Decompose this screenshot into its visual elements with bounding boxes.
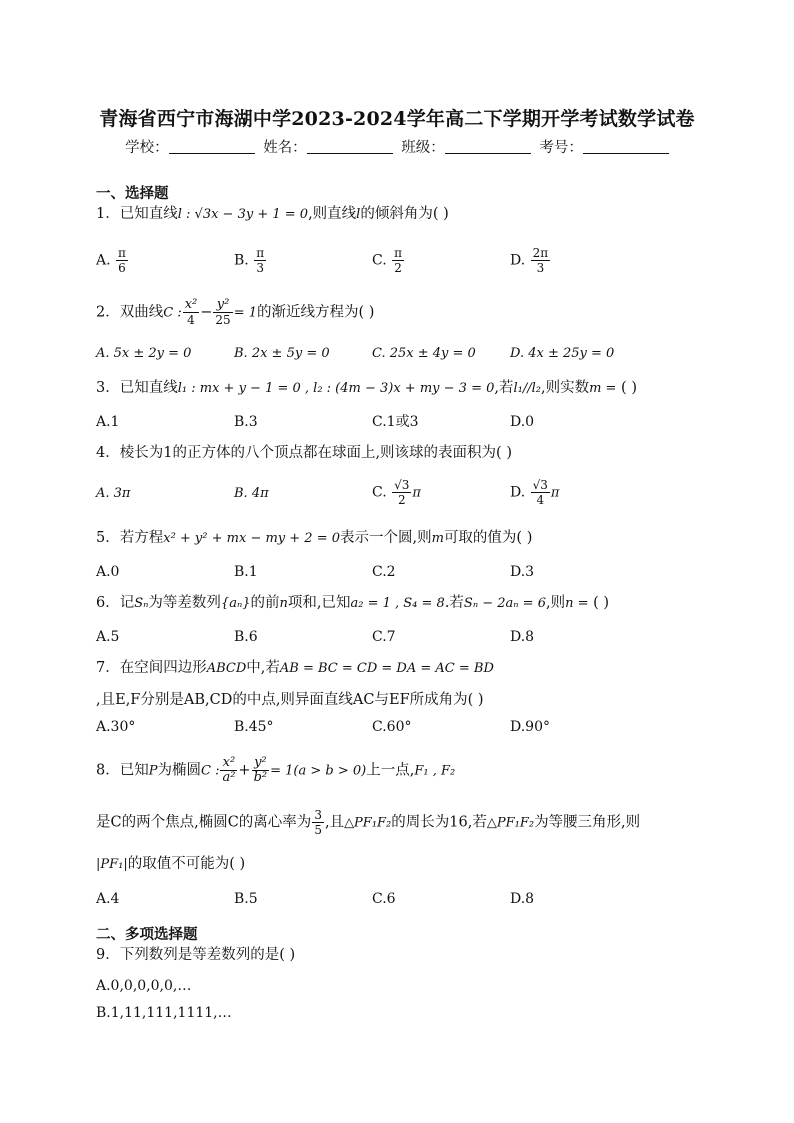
q3-option-a[interactable]: A.1: [96, 414, 120, 430]
q1-option-a[interactable]: A. $\frac{\pi}{6}$: [96, 246, 126, 275]
q8-option-a[interactable]: A.4: [96, 891, 120, 907]
q7-option-a[interactable]: A.30°: [96, 719, 136, 735]
q1-option-c[interactable]: C. $\frac{\pi}{2}$: [372, 246, 403, 275]
class-field[interactable]: 班级：: [401, 136, 531, 157]
student-info-line: [0, 136, 794, 157]
q3-option-c[interactable]: C.1或3: [372, 414, 419, 430]
q3-option-b[interactable]: B.3: [234, 414, 258, 430]
q4-option-c[interactable]: C. $\frac{√3}{2}$ π: [372, 478, 421, 507]
q6-option-a[interactable]: A.5: [96, 629, 120, 645]
q4-option-d[interactable]: D. $\frac{√3}{4}$ π: [510, 478, 560, 507]
q4-option-a[interactable]: A. 3π: [96, 486, 131, 501]
question-8-line-2: 是C的两个焦点,椭圆C的离心率为 $\frac{3}{5}$ ,且△PF₁F₂的周长为16,若△PF₁F₂为等腰三角形,则: [96, 808, 641, 837]
q9-option-a[interactable]: A.0,0,0,0,0,…: [96, 978, 192, 994]
q7-option-c[interactable]: C.60°: [372, 719, 412, 735]
question-6: 6．记Sₙ为等差数列{aₙ}的前n项和,已知a₂ = 1 , S₄ = 8.若Sₙ − 2aₙ = 6,则n = ( ): [96, 595, 610, 611]
question-1: 1．已知直线l : √3x − 3y + 1 = 0,则直线l的倾斜角为( ): [96, 206, 449, 222]
q5-option-b[interactable]: B.1: [234, 564, 258, 580]
q9-option-b[interactable]: B.1,11,111,1111,…: [96, 1005, 232, 1021]
question-5: 5．若方程x² + y² + mx − my + 2 = 0表示一个圆,则m可取的值为( ): [96, 530, 533, 546]
question-7-line-2: ,且E,F分别是AB,CD的中点,则异面直线AC与EF所成角为( ): [96, 692, 484, 708]
q5-option-d[interactable]: D.3: [510, 564, 535, 580]
q5-option-a[interactable]: A.0: [96, 564, 120, 580]
q2-option-b[interactable]: B. 2x ± 5y = 0: [234, 346, 330, 361]
q7-option-b[interactable]: B.45°: [234, 719, 274, 735]
school-field[interactable]: 学校：: [125, 136, 255, 157]
q8-option-c[interactable]: C.6: [372, 891, 396, 907]
question-2: 2．双曲线C : $\frac{\text{x²}}{4}$ − $\frac{\text{y²}}{25}$ = 1的渐近线方程为( ): [96, 297, 375, 327]
q7-option-d[interactable]: D.90°: [510, 719, 550, 735]
question-8-line-3: |PF₁|的取值不可能为( ): [96, 856, 246, 872]
q6-option-d[interactable]: D.8: [510, 629, 535, 645]
q6-option-c[interactable]: C.7: [372, 629, 396, 645]
q2-option-c[interactable]: C. 25x ± 4y = 0: [372, 346, 476, 361]
question-3: 3．已知直线l₁ : mx + y − 1 = 0 , l₂ : (4m − 3)x + my − 3 = 0,若l₁//l₂,则实数m = ( ): [96, 380, 637, 396]
q3-option-d[interactable]: D.0: [510, 414, 535, 430]
q5-option-c[interactable]: C.2: [372, 564, 396, 580]
section-heading-choice: 一、选择题: [96, 185, 169, 202]
q2-option-a[interactable]: A. 5x ± 2y = 0: [96, 346, 192, 361]
q1-option-b[interactable]: B. $\frac{\pi}{3}$: [234, 246, 265, 275]
page-title: 青海省西宁市海湖中学2023-2024学年高二下学期开学考试数学试卷: [99, 108, 695, 130]
name-field[interactable]: 姓名：: [263, 136, 393, 157]
section-heading-multi-choice: 二、多项选择题: [96, 926, 198, 943]
number-field[interactable]: 考号：: [539, 136, 669, 157]
question-7: 7．在空间四边形ABCD中,若AB = BC = CD = DA = AC = BD: [96, 660, 494, 676]
question-8: 8．已知P为椭圆C : $\frac{\text{x²}}{\text{a²}}$ + $\frac{\text{y²}}{\text{b²}}$ = 1(a > b > 0)上一点,F₁ , F₂: [96, 755, 456, 785]
q6-option-b[interactable]: B.6: [234, 629, 258, 645]
q8-option-b[interactable]: B.5: [234, 891, 258, 907]
q4-option-b[interactable]: B. 4π: [234, 486, 269, 501]
question-4: 4．棱长为1的正方体的八个顶点都在球面上,则该球的表面积为( ): [96, 445, 512, 461]
q8-option-d[interactable]: D.8: [510, 891, 535, 907]
q2-option-d[interactable]: D. 4x ± 25y = 0: [510, 346, 615, 361]
q1-option-d[interactable]: D. $\frac{2\pi}{3}$: [510, 246, 549, 275]
question-9: 9．下列数列是等差数列的是( ): [96, 947, 296, 963]
